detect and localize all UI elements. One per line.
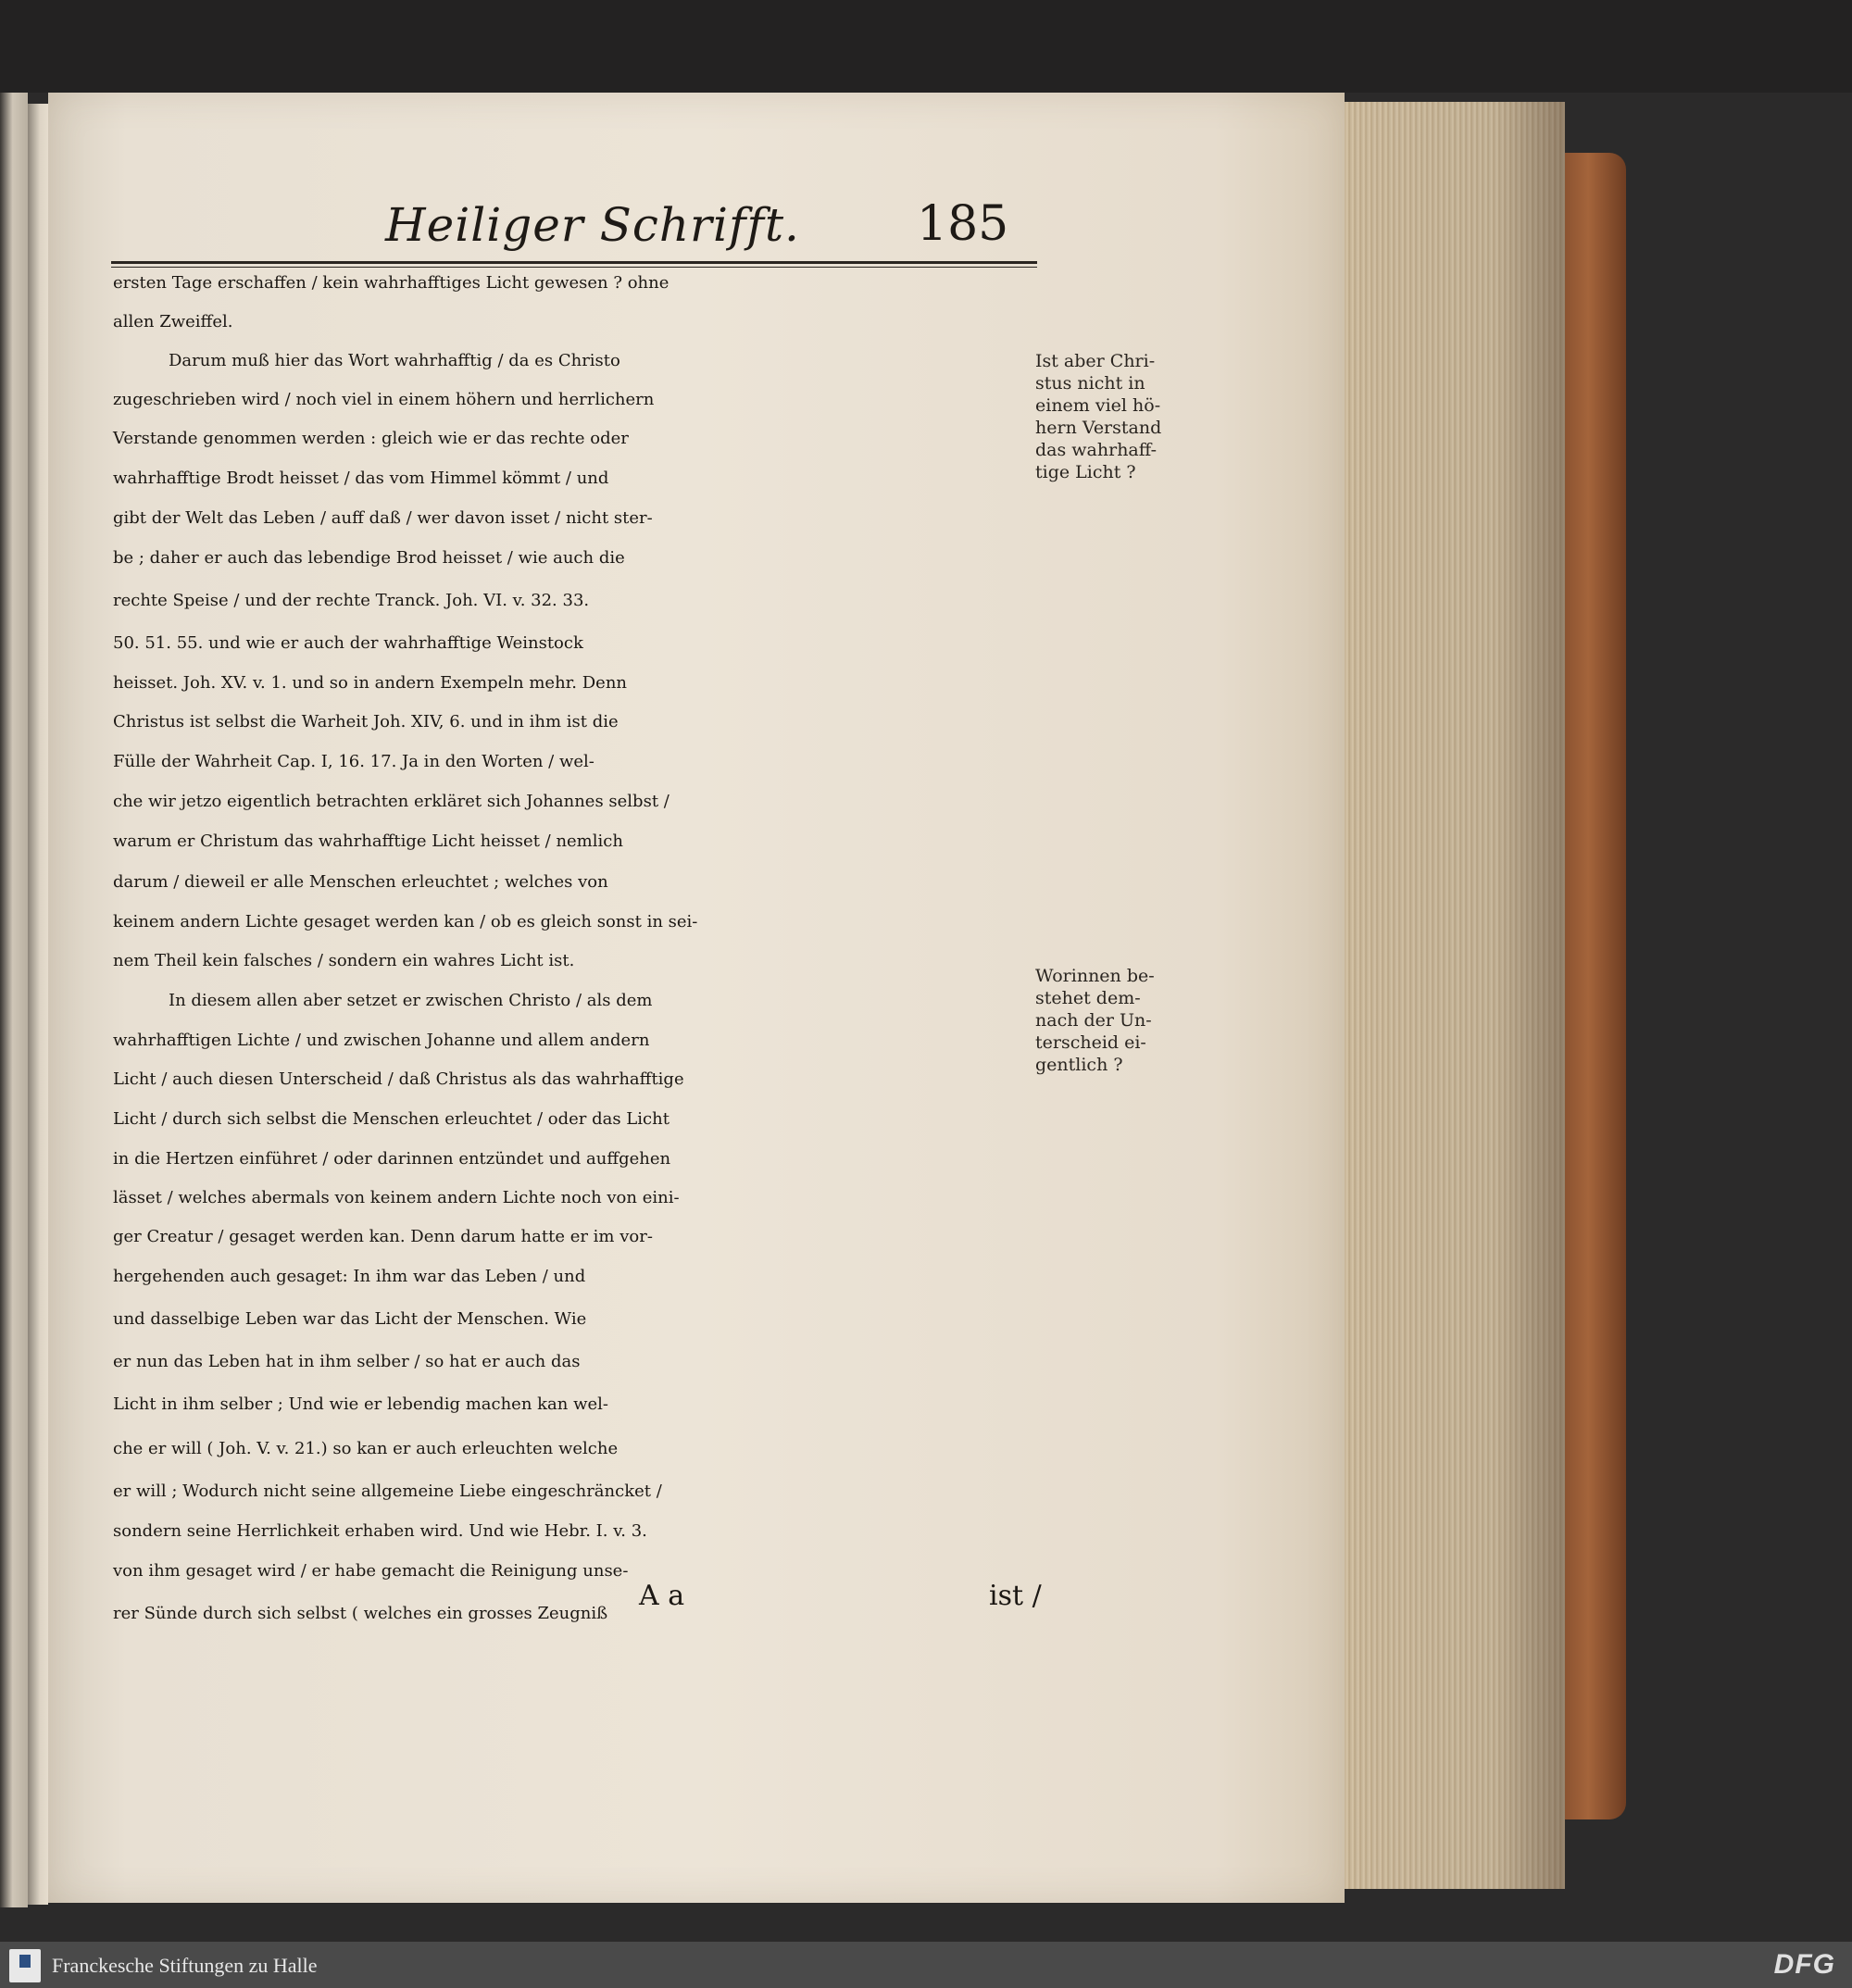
text-line: Licht / auch diesen Unterscheid / daß Christus als das wahrhafftige — [113, 1069, 684, 1089]
text-line: lässet / welches abermals von keinem andern Lichte noch von eini- — [113, 1188, 680, 1207]
left-page-edge — [0, 93, 28, 1907]
dfg-logo: DFG — [1773, 1949, 1835, 1980]
margin-note-line: tige Licht ? — [1035, 462, 1136, 482]
scan-background-top — [0, 0, 1852, 93]
book-cover-edge — [1563, 153, 1626, 1819]
margin-note-line: Worinnen be- — [1035, 966, 1155, 986]
text-line: ersten Tage erschaffen / kein wahrhafftiges Licht gewesen ? ohne — [113, 273, 669, 293]
text-line: Fülle der Wahrheit Cap. I, 16. 17. Ja in den Worten / wel- — [113, 752, 594, 771]
text-line: wahrhafftige Brodt heisset / das vom Himmel kömmt / und — [113, 469, 609, 488]
signature-mark: A a — [639, 1580, 685, 1612]
text-line: nem Theil kein falsches / sondern ein wahres Licht ist. — [113, 951, 575, 970]
text-line: darum / dieweil er alle Menschen erleuchtet ; welches von — [113, 872, 608, 892]
text-line: er nun das Leben hat in ihm selber / so hat er auch das — [113, 1352, 581, 1371]
text-line: er will ; Wodurch nicht seine allgemeine Liebe eingeschräncket / — [113, 1482, 662, 1501]
text-line: Licht / durch sich selbst die Menschen erleuchtet / oder das Licht — [113, 1109, 669, 1129]
text-line: keinem andern Lichte gesaget werden kan / ob es gleich sonst in sei- — [113, 912, 698, 931]
margin-note-line: das wahrhaff- — [1035, 440, 1157, 460]
text-line: rechte Speise / und der rechte Tranck. Joh. VI. v. 32. 33. — [113, 591, 590, 610]
text-line: von ihm gesaget wird / er habe gemacht die Reinigung unse- — [113, 1561, 629, 1581]
text-line: wahrhafftigen Lichte / und zwischen Johanne und allem andern — [113, 1031, 650, 1050]
margin-note-line: nach der Un- — [1035, 1010, 1152, 1031]
text-line: allen Zweiffel. — [113, 312, 233, 331]
page-number: 185 — [917, 196, 1009, 252]
page-block-shade — [1329, 102, 1565, 1889]
text-line: In diesem allen aber setzet er zwischen Christo / als dem — [169, 991, 653, 1010]
institution-name[interactable]: Franckesche Stiftungen zu Halle — [52, 1954, 318, 1977]
page-header — [111, 193, 1037, 257]
text-line: und dasselbige Leben war das Licht der Menschen. Wie — [113, 1309, 587, 1329]
logo-emblem — [19, 1955, 31, 1968]
margin-note-line: terscheid ei- — [1035, 1032, 1146, 1053]
text-line: rer Sünde durch sich selbst ( welches ein grosses Zeugniß — [113, 1604, 608, 1623]
text-line: be ; daher er auch das lebendige Brod heisset / wie auch die — [113, 548, 625, 568]
institution-logo-icon — [9, 1949, 41, 1982]
text-line: ger Creatur / gesaget werden kan. Denn darum hatte er im vor- — [113, 1227, 653, 1246]
text-line: warum er Christum das wahrhafftige Licht heisset / nemlich — [113, 831, 623, 851]
text-line: Darum muß hier das Wort wahrhafftig / da es Christo — [169, 351, 620, 370]
margin-note-2 — [1035, 965, 1202, 1076]
margin-note-line: stehet dem- — [1035, 988, 1141, 1008]
text-line: heisset. Joh. XV. v. 1. und so in andern Exempeln mehr. Denn — [113, 673, 628, 693]
text-line: che wir jetzo eigentlich betrachten erkläret sich Johannes selbst / — [113, 792, 669, 811]
text-line: Licht in ihm selber ; Und wie er lebendig machen kan wel- — [113, 1394, 608, 1414]
text-line: sondern seine Herrlichkeit erhaben wird. Und wie Hebr. I. v. 3. — [113, 1521, 647, 1541]
margin-note-line: gentlich ? — [1035, 1055, 1123, 1075]
left-page-gutter — [28, 104, 48, 1905]
text-line: zugeschrieben wird / noch viel in einem höhern und herrlichern — [113, 390, 655, 409]
margin-note-line: hern Verstand — [1035, 418, 1162, 438]
body-text — [113, 264, 1039, 1636]
text-line: gibt der Welt das Leben / auff daß / wer davon isset / nicht ster- — [113, 508, 653, 528]
margin-note-1 — [1035, 350, 1202, 483]
text-line: 50. 51. 55. und wie er auch der wahrhafftige Weinstock — [113, 633, 583, 653]
running-head: Heiliger Schrifft. — [385, 198, 800, 252]
viewer-footer — [0, 1942, 1852, 1988]
text-line: che er will ( Joh. V. v. 21.) so kan er auch erleuchten welche — [113, 1439, 619, 1458]
margin-note-line: einem viel hö- — [1035, 395, 1161, 416]
text-line: in die Hertzen einführet / oder darinnen entzündet und auffgehen — [113, 1149, 671, 1169]
text-line: Christus ist selbst die Warheit Joh. XIV, 6. und in ihm ist die — [113, 712, 619, 731]
text-line: Verstande genommen werden : gleich wie er das rechte oder — [113, 429, 629, 448]
catchword: ist / — [989, 1580, 1042, 1612]
margin-note-line: stus nicht in — [1035, 373, 1145, 394]
margin-note-line: Ist aber Chri- — [1035, 351, 1156, 371]
text-line: hergehenden auch gesaget: In ihm war das Leben / und — [113, 1267, 586, 1286]
